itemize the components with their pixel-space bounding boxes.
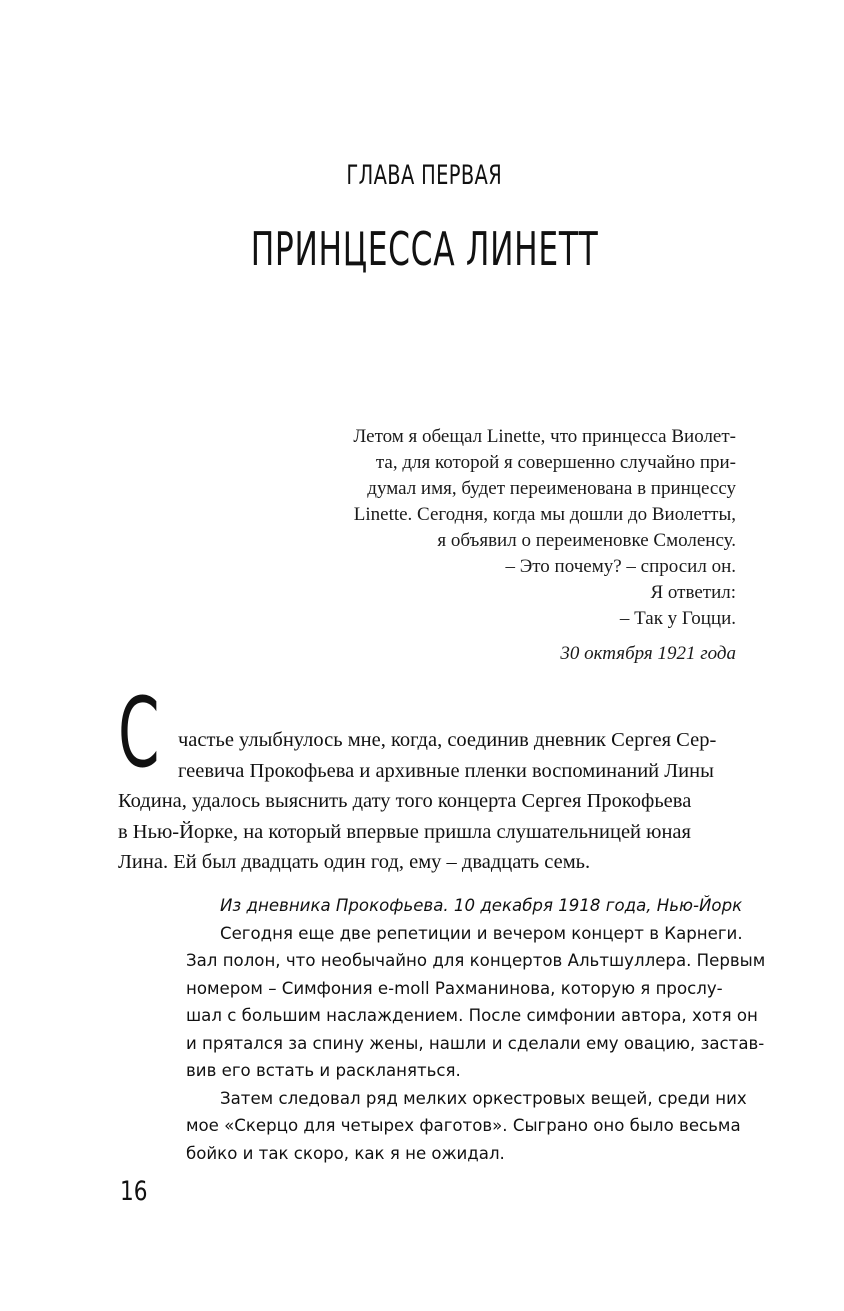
- body-line: Кодина, удалось выяснить дату того концерта Сергея Прокофьева: [118, 790, 692, 812]
- quote-line: Сегодня еще две репетиции и вечером концерт в Карнеги.: [220, 923, 743, 943]
- epigraph-line: я объявил о переименовке Смоленсу.: [437, 530, 736, 551]
- diary-quote: [186, 892, 766, 1167]
- chapter-title: ПРИНЦЕССА ЛИНЕТТ: [250, 222, 599, 276]
- page-number: 16: [120, 1176, 148, 1207]
- epigraph-line: – Это почему? – спросил он.: [505, 556, 736, 577]
- body-line: в Нью-Йорке, на который впервые пришла слушательницей юная: [118, 820, 691, 843]
- epigraph-line: Я ответил:: [650, 582, 736, 603]
- quote-line: вив его встать и раскланяться.: [186, 1061, 461, 1080]
- epigraph-date: 30 октября 1921 года: [560, 643, 736, 664]
- quote-heading: Из дневника Прокофьева. 10 декабря 1918 года, Нью-Йорк: [220, 896, 743, 915]
- drop-cap: С: [118, 677, 160, 789]
- quote-line: Затем следовал ряд мелких оркестровых вещей, среди них: [220, 1088, 747, 1108]
- quote-line: мое «Скерцо для четырех фаготов». Сыграно оно было весьма: [186, 1116, 741, 1135]
- quote-line: бойко и так скоро, как я не ожидал.: [186, 1143, 505, 1163]
- epigraph: [316, 424, 736, 632]
- quote-line: Зал полон, что необычайно для концертов Альтшуллера. Первым: [186, 951, 766, 970]
- body-line: геевича Прокофьева и архивные пленки воспоминаний Лины: [178, 759, 714, 782]
- epigraph-line: думал имя, будет переименована в принцессу: [367, 478, 736, 499]
- chapter-label: ГЛАВА ПЕРВАЯ: [346, 160, 503, 191]
- epigraph-line: Летом я обещал Linette, что принцесса Виолет-: [353, 426, 736, 447]
- body-paragraph: [118, 725, 738, 878]
- quote-line: и прятался за спину жены, нашли и сделали ему овацию, застав-: [186, 1033, 765, 1053]
- quote-line: номером – Симфония e-moll Рахманинова, которую я прослу-: [186, 978, 723, 998]
- body-line: Лина. Ей был двадцать один год, ему – двадцать семь.: [118, 851, 591, 873]
- epigraph-line: та, для которой я совершенно случайно при-: [375, 452, 736, 473]
- epigraph-line: – Так у Гоцци.: [619, 608, 736, 629]
- epigraph-line: Linette. Сегодня, когда мы дошли до Виолетты,: [353, 504, 736, 525]
- quote-line: шал с большим наслаждением. После симфонии автора, хотя он: [186, 1006, 758, 1025]
- body-line: частье улыбнулось мне, когда, соединив дневник Сергея Сер-: [178, 729, 717, 751]
